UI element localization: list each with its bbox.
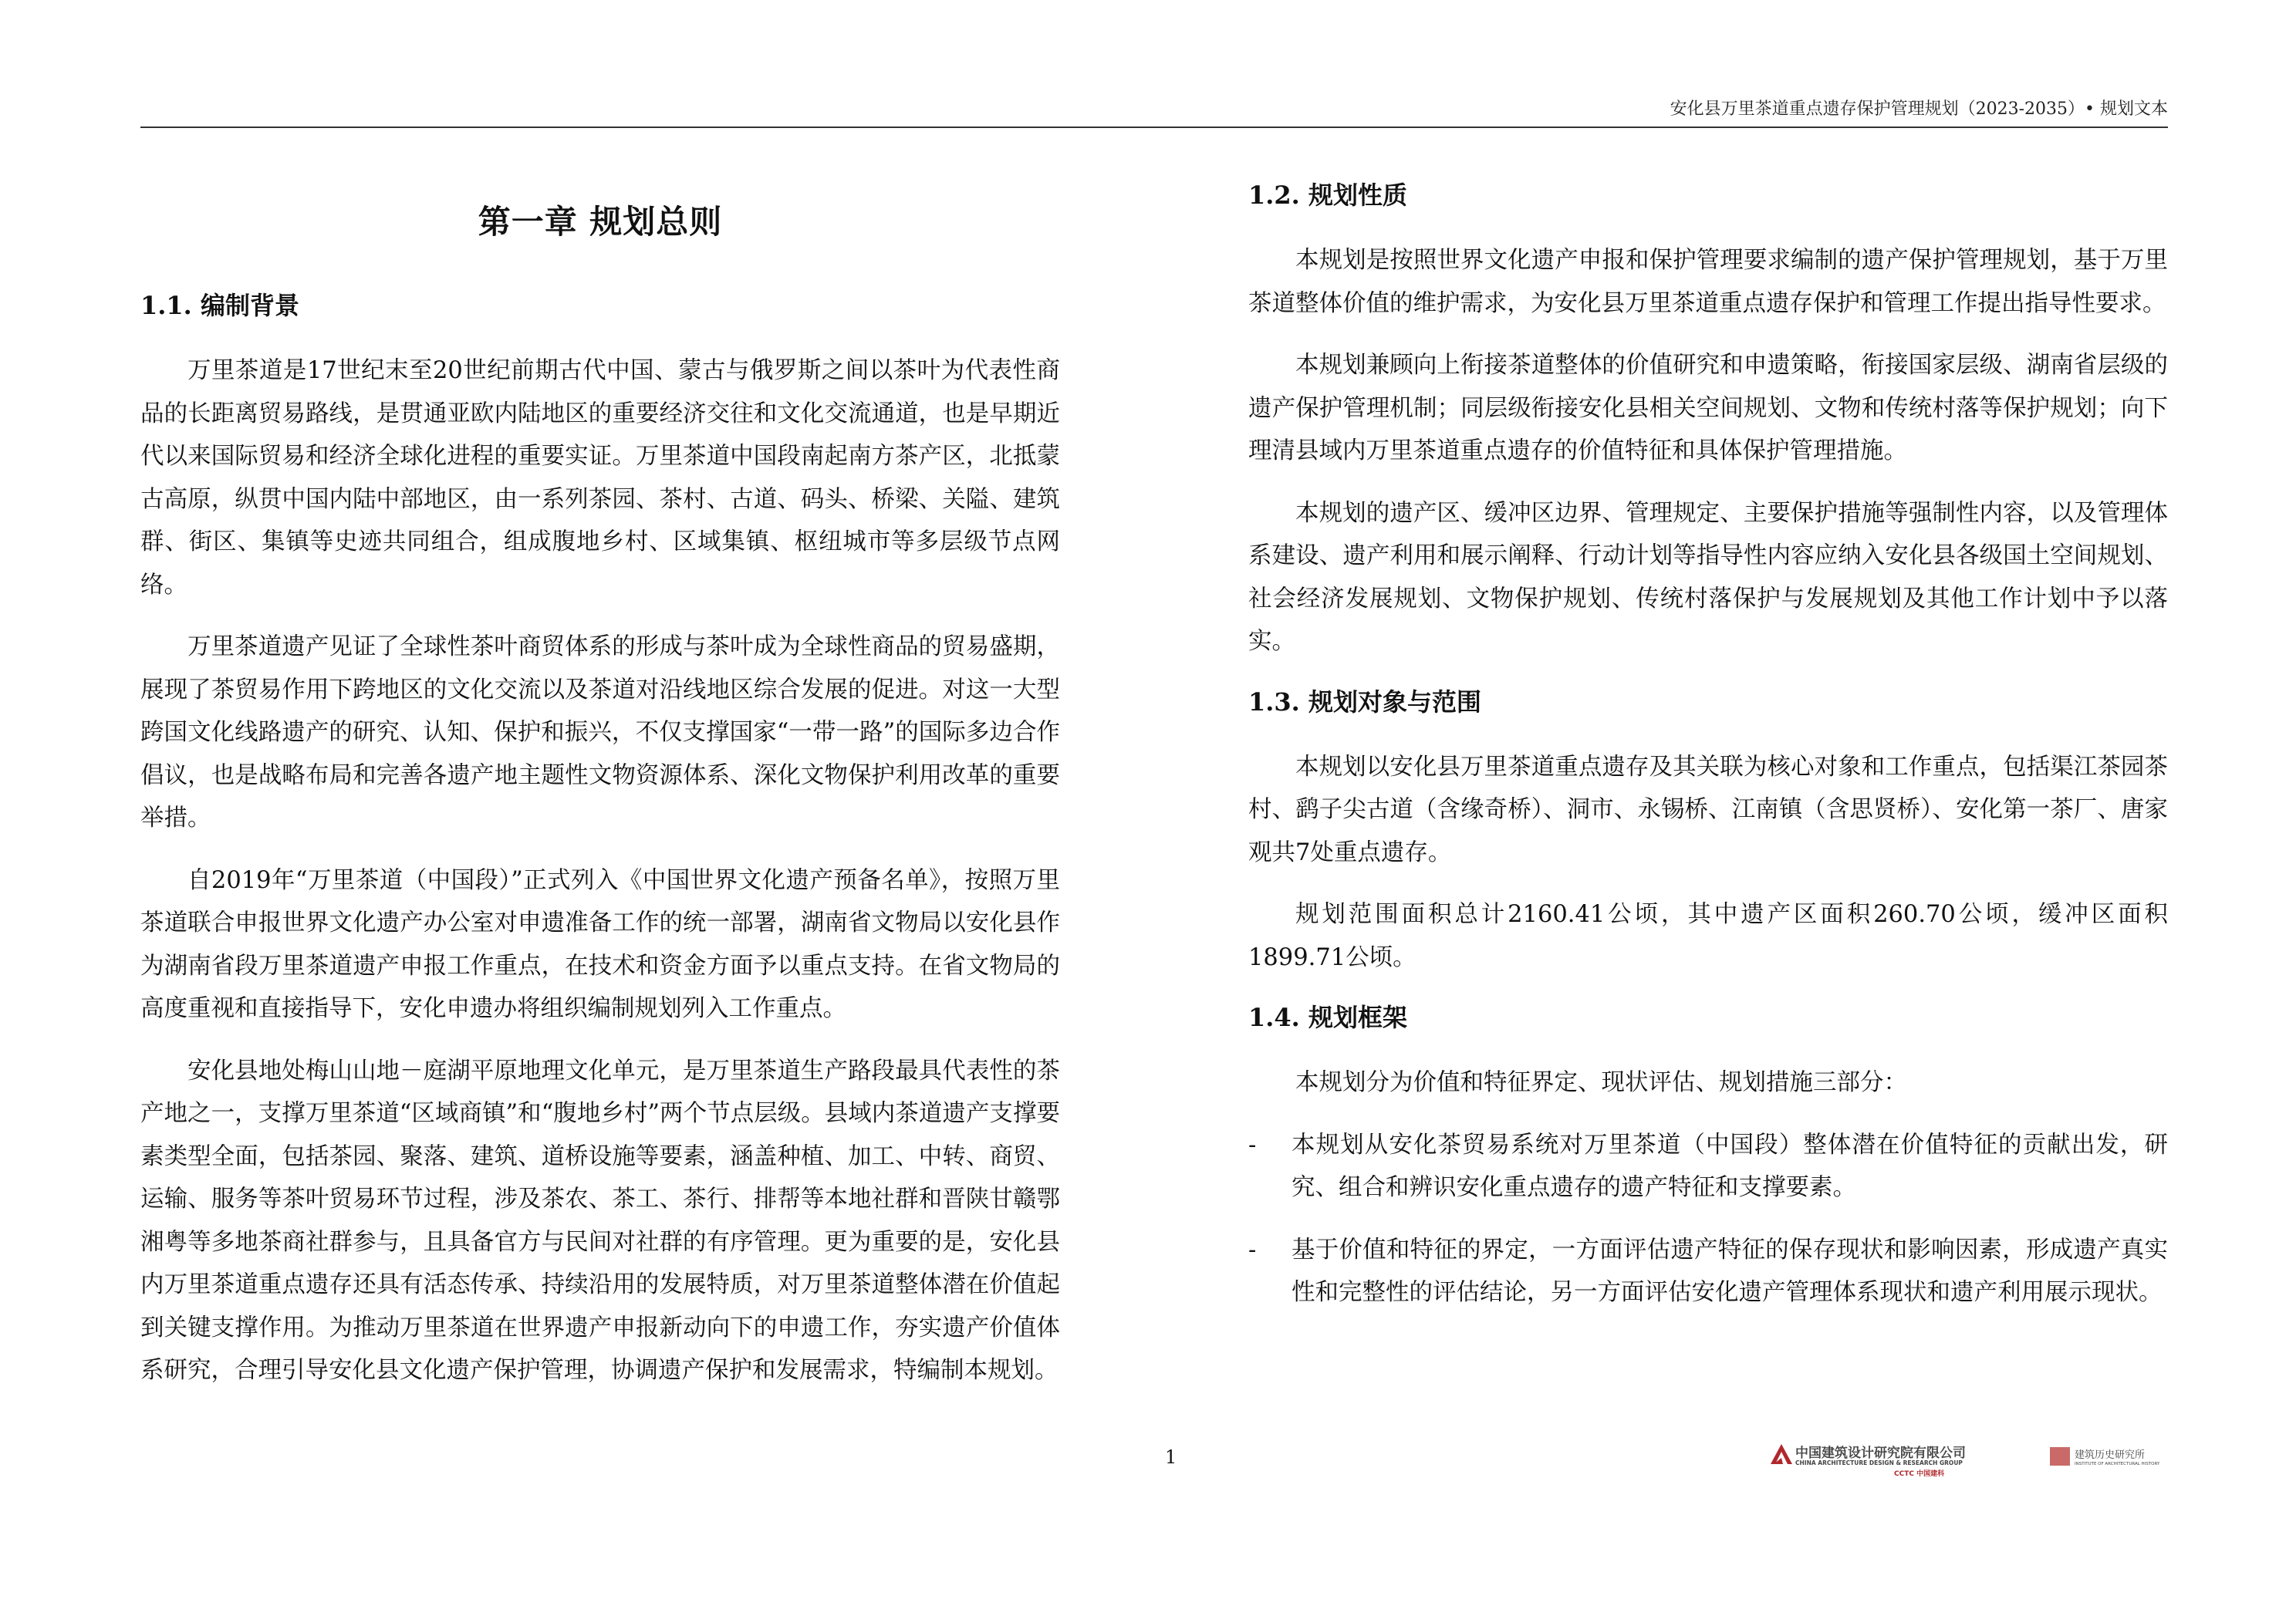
bullet-dash: - — [1248, 1236, 1257, 1264]
cadg-logo-en: CHINA ARCHITECTURE DESIGN & RESEARCH GROUP — [1795, 1459, 1963, 1466]
paragraph: 本规划兼顾向上衔接茶道整体的价值研究和申遗策略，衔接国家层级、湖南省层级的遗产保护管理机制；同层级衔接安化县相关空间规划、文物和传统村落等保护规划；向下理清县域内万里茶道重点遗存的价值特征和具体保护管理措施。 — [1248, 352, 2168, 464]
chapter-title: 第一章 规划总则 — [478, 203, 723, 241]
paragraph: 本规划以安化县万里茶道重点遗存及其关联为核心对象和工作重点，包括渠江茶园茶村、鹞子尖古道（含缘奇桥）、洞市、永锡桥、江南镇（含思贤桥）、安化第一茶厂、唐家观共7处重点遗存。 — [1248, 753, 2168, 866]
cadg-logo-text: 中国建筑设计研究院有限公司 — [1795, 1446, 1966, 1461]
publisher-logos — [1771, 1442, 2172, 1481]
list-item-text: 基于价值和特征的界定，一方面评估遗产特征的保存现状和影响因素，形成遗产真实性和完整性的评估结论，另一方面评估安化遗产管理体系现状和遗产利用展示现状。 — [1292, 1236, 2168, 1306]
seal-icon — [2050, 1447, 2070, 1466]
header-divider — [140, 127, 2168, 128]
list-item-text: 本规划从安化茶贸易系统对万里茶道（中国段）整体潜在价值特征的贡献出发，研究、组合和辨识安化重点遗存的遗产特征和支撑要素。 — [1292, 1131, 2168, 1201]
running-header: 安化县万里茶道重点遗存保护管理规划（2023-2035）• 规划文本 — [1670, 100, 2168, 119]
paragraph: 万里茶道是17世纪末至20世纪前期古代中国、蒙古与俄罗斯之间以茶叶为代表性商品的长距离贸易路线，是贯通亚欧内陆地区的重要经济交往和文化交流通道，也是早期近代以来国际贸易和经济全球化进程的重要实证。万里茶道中国段南起南方茶产区，北抵蒙古高原，纵贯中国内陆中部地区，由一系列茶园、茶村、古道、码头、桥梁、关隘、建筑群、街区、集镇等史迹共同组合，组成腹地乡村、区域集镇、枢纽城市等多层级节点网络。 — [140, 357, 1060, 599]
paragraph: 安化县地处梅山山地－庭湖平原地理文化单元，是万里茶道生产路段最具代表性的茶产地之一，支撑万里茶道“区域商镇”和“腹地乡村”两个节点层级。县域内茶道遗产支撑要素类型全面，包括茶园、聚落、建筑、道桥设施等要素，涵盖种植、加工、中转、商贸、运输、服务等茶叶贸易环节过程，涉及茶农、茶工、茶行、排帮等本地社群和晋陕甘赣鄂湘粤等多地茶商社群参与，且具备官方与民间对社群的有序管理。更为重要的是，安化县内万里茶道重点遗存还具有活态传承、持续沿用的发展特质，对万里茶道整体潜在价值起到关键支撑作用。为推动万里茶道在世界遗产申报新动向下的申遗工作，夯实遗产价值体系研究，合理引导安化县文化遗产保护管理，协调遗产保护和发展需求，特编制本规划。 — [140, 1057, 1060, 1384]
list-item — [1248, 1124, 2168, 1210]
section-heading-1-4: 1.4. 规划框架 — [1248, 1003, 1407, 1032]
paragraph: 本规划分为价值和特征界定、现状评估、规划措施三部分： — [1295, 1069, 1907, 1096]
section-heading-1-3: 1.3. 规划对象与范围 — [1248, 687, 1481, 717]
right-column — [1248, 176, 2168, 1334]
paragraph: 万里茶道遗产见证了全球性茶叶商贸体系的形成与茶叶成为全球性商品的贸易盛期，展现了茶贸易作用下跨地区的文化交流以及茶道对沿线地区综合发展的促进。对这一大型跨国文化线路遗产的研究、认知、保护和振兴，不仅支撑国家“一带一路”的国际多边合作倡议，也是战略布局和完善各遗产地主题性文物资源体系、深化文物保护利用改革的重要举措。 — [140, 633, 1060, 832]
list-item — [1248, 1229, 2168, 1314]
paragraph: 本规划是按照世界文化遗产申报和保护管理要求编制的遗产保护管理规划，基于万里茶道整体价值的维护需求，为安化县万里茶道重点遗存保护和管理工作提出指导性要求。 — [1248, 247, 2168, 317]
iah-logo-en: INSTITUTE OF ARCHITECTURAL HISTORY — [2075, 1462, 2160, 1466]
section-heading-1-2: 1.2. 规划性质 — [1248, 181, 1407, 210]
section-heading-1-1: 1.1. 编制背景 — [140, 291, 299, 320]
left-column — [140, 197, 1060, 1412]
paragraph: 规划范围面积总计2160.41公顷，其中遗产区面积260.70公顷，缓冲区面积1899.71公顷。 — [1248, 901, 2168, 971]
paragraph: 自2019年“万里茶道（中国段）”正式列入《中国世界文化遗产预备名单》，按照万里茶道联合申报世界文化遗产办公室对申遗准备工作的统一部署，湖南省文物局以安化县作为湖南省段万里茶道遗产申报工作重点，在技术和资金方面予以重点支持。在省文物局的高度重视和直接指导下，安化申遗办将组织编制规划列入工作重点。 — [140, 866, 1060, 1022]
paragraph: 本规划的遗产区、缓冲区边界、管理规定、主要保护措施等强制性内容，以及管理体系建设、遗产利用和展示阐释、行动计划等指导性内容应纳入安化县各级国土空间规划、社会经济发展规划、文物保护规划、传统村落保护与发展规划及其他工作计划中予以落实。 — [1248, 499, 2168, 655]
bullet-dash: - — [1248, 1131, 1257, 1159]
page-number: 1 — [1165, 1446, 1177, 1468]
cadg-logo-icon — [1771, 1444, 1792, 1464]
cctc-logo: CCTC 中国建科 — [1894, 1470, 1945, 1478]
iah-logo-text: 建筑历史研究所 — [2075, 1449, 2146, 1461]
